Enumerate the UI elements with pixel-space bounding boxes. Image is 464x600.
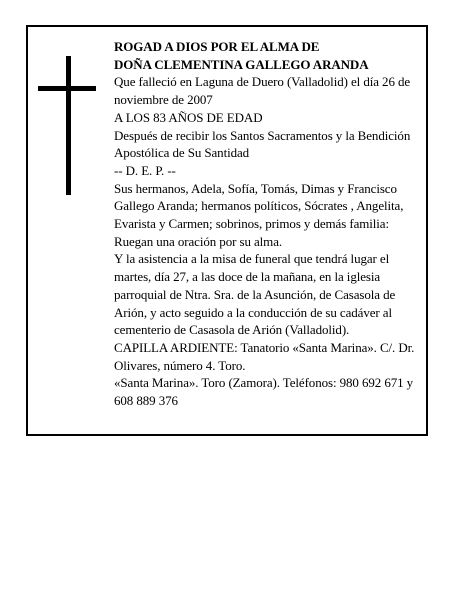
heading-line-1: ROGAD A DIOS POR EL ALMA DE [114,39,320,54]
sacraments-line: Después de recibir los Santos Sacramentos y la Bendición Apostólica de Su Santidad [114,127,411,161]
age-line: A LOS 83 AÑOS DE EDAD [114,109,263,125]
contact-info: «Santa Marina». Toro (Zamora). Teléfonos: 980 692 671 y 608 889 376 [114,375,414,409]
funeral-info: Y la asistencia a la misa de funeral que tendrá lugar el martes, día 27, a las doce de la mañana, en la iglesia parroquial de Ntra. Sra. de la Asunción, de Casasola de Arión, y acto seguido a la conducción de su cadáver al cementerio de Casasola de Arión (Valladolid). [114,251,396,338]
prayer-request: Ruegan una oración por su alma. [114,233,283,249]
death-info: Que falleció en Laguna de Duero (Valladolid) el día 26 de noviembre de 2007 [114,74,411,108]
chapel-info: CAPILLA ARDIENTE: Tanatorio «Santa Marina». C/. Dr. Olivares, número 4. Toro. [114,339,415,373]
heading-line-2: DOÑA CLEMENTINA GALLEGO ARANDA [114,56,369,72]
cross-vertical-bar [66,56,71,195]
cross-horizontal-bar [38,86,96,91]
family-line: Sus hermanos, Adela, Sofía, Tomás, Dimas y Francisco Gallego Aranda; hermanos políticos, Sócrates , Angelita, Evarista y Carmen; sobrinos, primos y demás familia: [114,180,404,232]
obituary-text [114,38,427,410]
rip-line: -- D. E. P. -- [114,162,176,178]
